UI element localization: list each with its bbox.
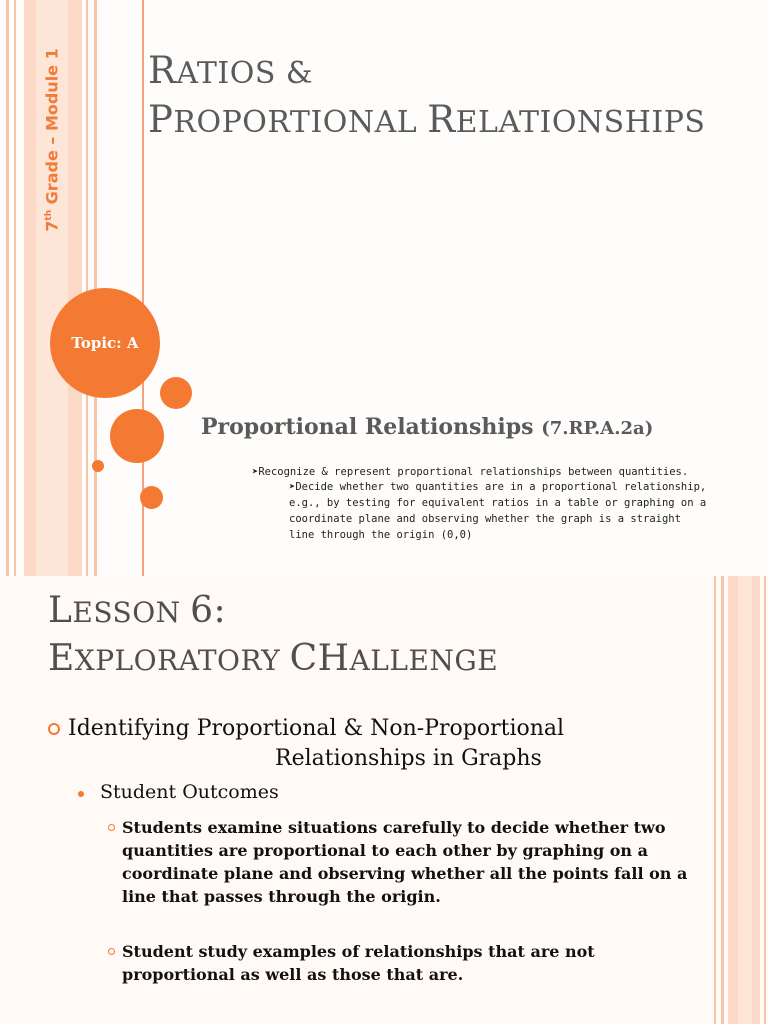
slide-2-title: LESSON 6: EXPLORATORY CHALLENGE [48,590,499,679]
standard-text-2: ➤Decide whether two quantities are in a proportional relationship, e.g., by testing for equivalent ratios in a table or graphing on a coordinate plane and observing whether the graph is a straight line through the origin (0,0) [289,481,707,541]
ring-bullet-icon [48,723,60,735]
lesson-subtitle: Proportional Relationships (7.RP.A.2a) [201,414,654,440]
slide-1-title: RATIOS & PROPORTIONAL RELATIONSHIPS [148,49,706,141]
ring-bullet-icon [108,948,115,955]
topic-label: Topic: A [71,334,139,352]
decorative-stripes [708,576,768,1024]
dot-bullet-icon [78,791,84,797]
grade-module-label: 7th Grade – Module 1 [42,48,62,232]
decorative-circle [160,377,192,409]
ring-bullet-icon [108,824,115,831]
standard-text-1: ➤Recognize & represent proportional relationships between quantities. [252,466,689,478]
slide-2: LESSON 6: EXPLORATORY CHALLENGE Identifying Proportional & Non-Proportional Relationships in Graphs Student Outcomes Students examine situations carefully to decide whether two quantities are proportional to each other by graphing on a coordinate plane and observing whether all the points fall on a line that passes through the origin. Student study examples of relationships that are not proportional as well as those that are. [0,576,768,1024]
decorative-circle [92,460,104,472]
decorative-circle [140,486,163,509]
decorative-circle [110,409,164,463]
